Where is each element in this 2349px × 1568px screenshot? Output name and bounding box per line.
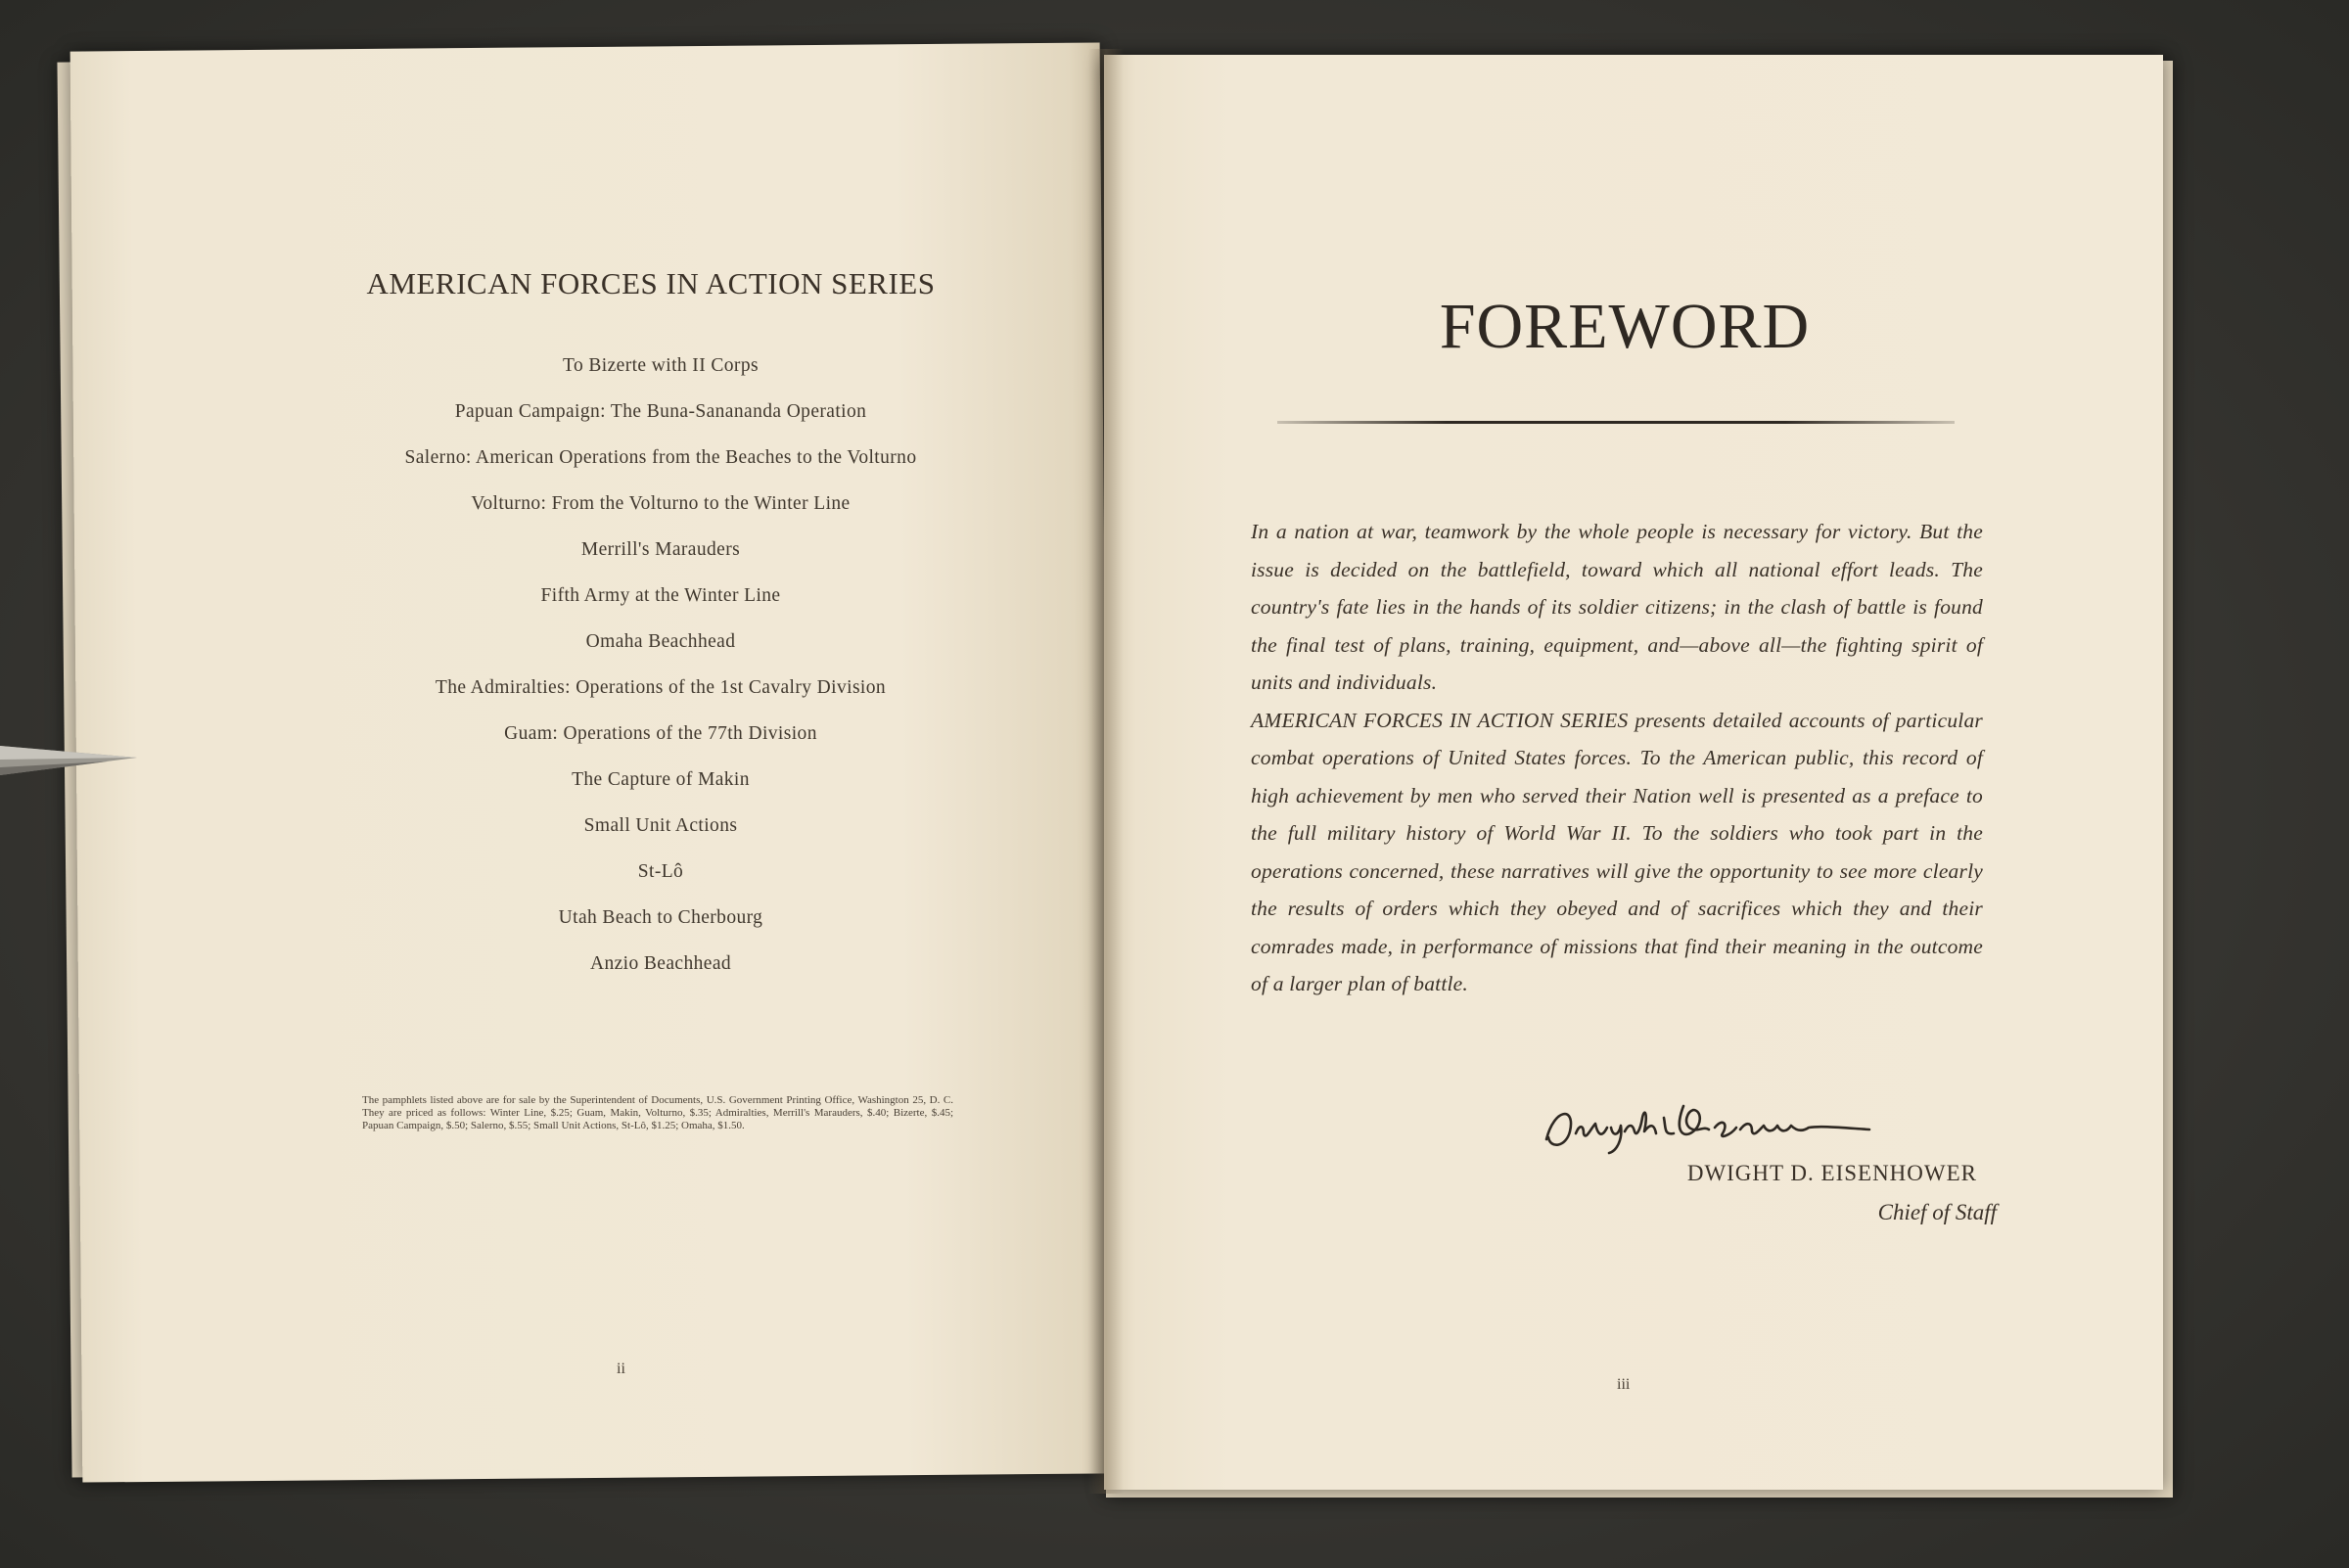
page-number-left: ii	[617, 1360, 625, 1377]
list-item: To Bizerte with II Corps	[563, 355, 759, 376]
list-item: Salerno: American Operations from the Beaches to the Volturno	[404, 447, 917, 468]
book-gutter	[1088, 49, 1124, 1494]
list-item: Guam: Operations of the 77th Division	[504, 723, 817, 744]
list-item: Omaha Beachhead	[585, 631, 736, 652]
list-item: Fifth Army at the Winter Line	[540, 585, 781, 606]
page-number-right: iii	[1617, 1376, 1631, 1393]
list-item: Small Unit Actions	[583, 815, 738, 836]
list-item: The Admiralties: Operations of the 1st Cavalry Division	[435, 677, 887, 698]
list-item: Papuan Campaign: The Buna-Sanananda Operation	[454, 401, 867, 422]
signatory-title: Chief of Staff	[1877, 1200, 1997, 1224]
list-item: Utah Beach to Cherbourg	[558, 907, 763, 928]
letter-opener-blade	[0, 734, 147, 793]
list-item: The Capture of Makin	[572, 769, 750, 790]
foreword-body	[1251, 513, 1983, 1003]
list-item: Volturno: From the Volturno to the Winter Line	[471, 493, 851, 514]
handwritten-signature	[1537, 1088, 1889, 1167]
signatory-name: DWIGHT D. EISENHOWER	[1686, 1161, 1977, 1185]
foreword-title: FOREWORD	[1439, 291, 1811, 362]
list-item: Merrill's Marauders	[580, 539, 741, 560]
price-footnote: The pamphlets listed above are for sale by the Superintendent of Documents, U.S. Government Printing Office, Washington 25, D. C. They are priced as follows: Winter Line, $.25; Guam, Makin, Volturno, $.35; Admiralties, Merrill's Marauders, $.40; Bizerte, $.45; Papuan Campaign, $.50; Salerno, $.55; Small Unit Actions, St-Lô, $1.25; Omaha, $1.50.	[362, 1094, 953, 1131]
list-item: St-Lô	[637, 861, 684, 882]
list-item: Anzio Beachhead	[589, 953, 732, 974]
foreword-paragraph-2: AMERICAN FORCES IN ACTION SERIES presents detailed accounts of particular combat operations of United States forces. To the American public, this record of high achievement by men who served their Nation well is presented as a preface to the full military history of World War II. To the soldiers who took part in the operations concerned, these narratives will give the opportunity to see more clearly the results of orders which they obeyed and of sacrifices which they and their comrades made, in performance of missions that find their meaning in the outcome of a larger plan of battle.	[1251, 708, 1983, 995]
series-title-list	[323, 356, 998, 1000]
title-rule-divider	[1277, 421, 1955, 424]
foreword-paragraph-1: In a nation at war, teamwork by the whole people is necessary for victory. But the issue is decided on the battlefield, toward which all national effort leads. The country's fate lies in the hands of its soldier citizens; in the clash of battle is found the final test of plans, training, equipment, and—above all—the fighting spirit of units and individuals.	[1251, 520, 1983, 694]
series-title: AMERICAN FORCES IN ACTION SERIES	[366, 266, 936, 300]
